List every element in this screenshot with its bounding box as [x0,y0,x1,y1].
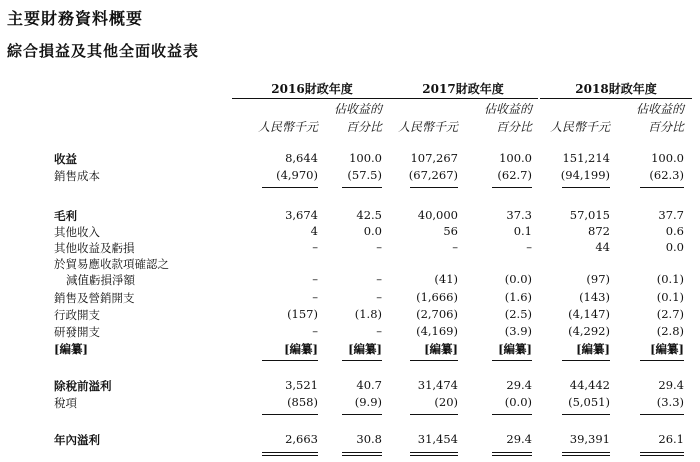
row-value: (4,292) [568,324,610,338]
subtotal-rule [262,360,318,361]
table-row [0,224,700,240]
year-underline [232,98,392,99]
row-value: 0.0 [363,224,382,238]
table-row [0,208,700,224]
row-value: – [312,324,318,338]
row-label: 銷售及營銷開支 [54,291,135,305]
row-label: 銷售成本 [54,169,100,183]
table-row [0,151,700,167]
row-value: 100.0 [499,151,532,165]
row-value: – [376,240,382,254]
col-header-pct-2018-l2: 百分比 [647,120,684,134]
row-value: (1.6) [504,290,532,304]
subtotal-rule [492,414,532,415]
row-value: 57,015 [569,208,610,222]
col-header-pct-2018-l1: 佔收益的 [635,102,684,116]
table-row [0,432,700,448]
row-value: (94,199) [560,168,610,182]
total-double-rule [492,452,532,456]
row-value: (858) [287,395,318,409]
row-value: 29.4 [658,378,684,392]
row-value: [編纂] [284,342,318,356]
row-value: 8,644 [285,151,318,165]
row-value: (0.0) [504,395,532,409]
col-header-amount-2016: 人民幣千元 [257,120,318,134]
row-value: [編纂] [576,342,610,356]
row-value: 31,454 [417,432,458,446]
row-value: 40.7 [356,378,382,392]
row-value: 44 [595,240,610,254]
row-value: (9.9) [354,395,382,409]
row-value: 26.1 [658,432,684,446]
row-label: [編纂] [54,342,88,356]
table-row [0,290,700,306]
subtotal-rule [342,360,382,361]
row-value: 0.6 [665,224,684,238]
year-header-2017 [388,80,538,96]
row-value: 107,267 [410,151,458,165]
row-value: 44,442 [569,378,610,392]
row-value: – [312,240,318,254]
row-value: (0.1) [656,290,684,304]
row-value: (4,147) [568,307,610,321]
row-value: 0.0 [665,240,684,254]
table-row [0,256,700,272]
row-label: 研發開支 [54,325,100,339]
row-value: [編纂] [424,342,458,356]
subtotal-rule [342,414,382,415]
total-double-rule [640,452,684,456]
row-value: 37.7 [658,208,684,222]
year-underline [540,98,692,99]
col-header-pct-2016-l2: 百分比 [345,120,382,134]
subtotal-rule [262,187,318,188]
row-label: 除稅前溢利 [54,379,112,393]
row-value: (4,970) [276,168,318,182]
year-underline [388,98,538,99]
row-value: – [526,240,532,254]
subtotal-rule [262,414,318,415]
subtotal-rule [410,187,458,188]
row-value: (97) [586,272,610,286]
subtotal-rule [640,360,684,361]
row-label: 毛利 [54,209,77,223]
row-value: 151,214 [562,151,610,165]
row-value: 31,474 [417,378,458,392]
row-value: 3,521 [285,378,318,392]
col-header-pct-2017-l2: 百分比 [495,120,532,134]
row-value: (4,169) [416,324,458,338]
row-value: (3.9) [504,324,532,338]
row-value: 39,391 [569,432,610,446]
row-value: 0.1 [513,224,532,238]
col-header-pct-2016-l1: 佔收益的 [333,102,382,116]
row-value: 3,674 [285,208,318,222]
table-row [0,168,700,184]
table-row [0,240,700,256]
row-label: 於貿易應收款項確認之 [54,257,169,271]
table-row [0,378,700,394]
total-double-rule [342,452,382,456]
subtotal-rule [410,414,458,415]
table-row [0,307,700,323]
row-value: (41) [434,272,458,286]
row-value: (3.3) [656,395,684,409]
year-header-label: 2018財政年度 [575,82,657,96]
row-value: (20) [434,395,458,409]
row-value: – [312,290,318,304]
table-row [0,395,700,411]
row-value: 29.4 [506,378,532,392]
row-value: (57.5) [347,168,382,182]
row-value: (143) [579,290,610,304]
row-value: (5,051) [568,395,610,409]
row-value: 56 [443,224,458,238]
row-value: 2,663 [285,432,318,446]
subtotal-rule [492,360,532,361]
year-header-2018 [540,80,692,96]
row-value: 42.5 [356,208,382,222]
row-value: (2.7) [656,307,684,321]
row-value: 40,000 [417,208,458,222]
row-label: 收益 [54,152,77,166]
year-header-label: 2017財政年度 [422,82,504,96]
row-value: (67,267) [408,168,458,182]
row-value: (1.8) [354,307,382,321]
row-value: [編纂] [650,342,684,356]
row-value: (0.0) [504,272,532,286]
col-header-pct-2017-l1: 佔收益的 [483,102,532,116]
row-label: 減值虧損淨額 [66,273,135,287]
row-value: (62.7) [497,168,532,182]
subtotal-rule [492,187,532,188]
row-label: 其他收益及虧損 [54,241,135,255]
row-value: (62.3) [649,168,684,182]
total-double-rule [562,452,610,456]
row-value: 30.8 [356,432,382,446]
table-row [0,272,700,288]
table-title: 綜合損益及其他全面收益表 [7,42,200,60]
subtotal-rule [562,187,610,188]
row-label: 年內溢利 [54,433,100,447]
col-header-amount-2017: 人民幣千元 [397,120,458,134]
row-value: 37.3 [506,208,532,222]
subtotal-rule [562,360,610,361]
row-value: – [376,324,382,338]
subtotal-rule [640,414,684,415]
row-value: (2,706) [416,307,458,321]
row-value: – [376,272,382,286]
total-double-rule [410,452,458,456]
row-value: 100.0 [349,151,382,165]
year-header-2016 [232,80,392,96]
row-label: 稅項 [54,396,77,410]
row-value: (2.5) [504,307,532,321]
row-value: – [312,272,318,286]
row-label: 其他收入 [54,225,100,239]
row-value: 29.4 [506,432,532,446]
row-value: – [376,290,382,304]
row-value: (1,666) [416,290,458,304]
table-row [0,324,700,340]
row-value: 100.0 [651,151,684,165]
row-value: (157) [287,307,318,321]
subtotal-rule [562,414,610,415]
subtotal-rule [342,187,382,188]
subtotal-rule [640,187,684,188]
col-header-amount-2018: 人民幣千元 [549,120,610,134]
row-value: [編纂] [498,342,532,356]
subtotal-rule [410,360,458,361]
row-value: [編纂] [348,342,382,356]
row-value: (0.1) [656,272,684,286]
year-header-label: 2016財政年度 [271,82,353,96]
row-label: 行政開支 [54,308,100,322]
total-double-rule [262,452,318,456]
row-value: 4 [310,224,318,238]
table-row [0,341,700,357]
row-value: 872 [588,224,610,238]
section-title: 主要財務資料概要 [7,9,144,28]
row-value: – [452,240,458,254]
row-value: (2.8) [656,324,684,338]
